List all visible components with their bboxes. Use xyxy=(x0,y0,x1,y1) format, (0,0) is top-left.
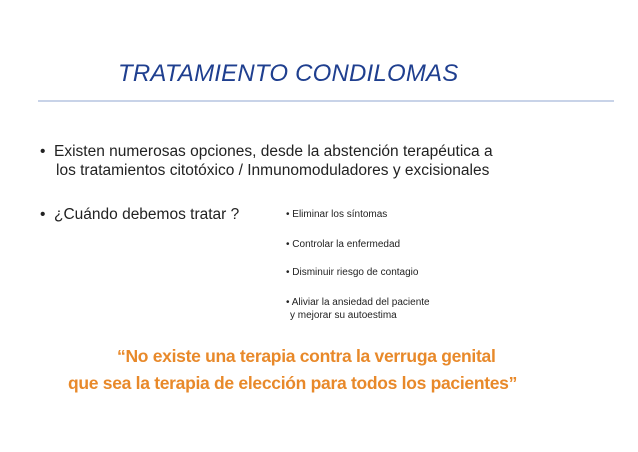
bullet-options xyxy=(40,142,493,162)
bullet-marker: • xyxy=(40,206,46,223)
slide-title: TRATAMIENTO CONDILOMAS xyxy=(118,60,459,87)
quote-line1: “No existe una terapia contra la verruga genital xyxy=(117,346,496,366)
sub-item-contagion: • Disminuir riesgo de contagio xyxy=(286,267,419,278)
bullet-when-to-treat xyxy=(40,205,239,225)
bullet-when-to-treat-text: ¿Cuándo debemos tratar ? xyxy=(54,206,240,223)
sub-item-control: • Controlar la enfermedad xyxy=(286,239,401,250)
quote-line2: que sea la terapia de elección para todos los pacientes” xyxy=(68,373,518,393)
title-divider xyxy=(38,100,614,102)
bullet-marker: • xyxy=(40,143,46,160)
sub-item-anxiety: • Aliviar la ansiedad del paciente xyxy=(286,297,430,308)
sub-item-anxiety-line2: y mejorar su autoestima xyxy=(290,310,397,321)
bullet-options-line1: Existen numerosas opciones, desde la abstención terapéutica a xyxy=(54,143,493,160)
bullet-options-line2: los tratamientos citotóxico / Inmunomoduladores y excisionales xyxy=(56,162,490,179)
sub-item-symptoms: • Eliminar los síntomas xyxy=(286,209,388,220)
